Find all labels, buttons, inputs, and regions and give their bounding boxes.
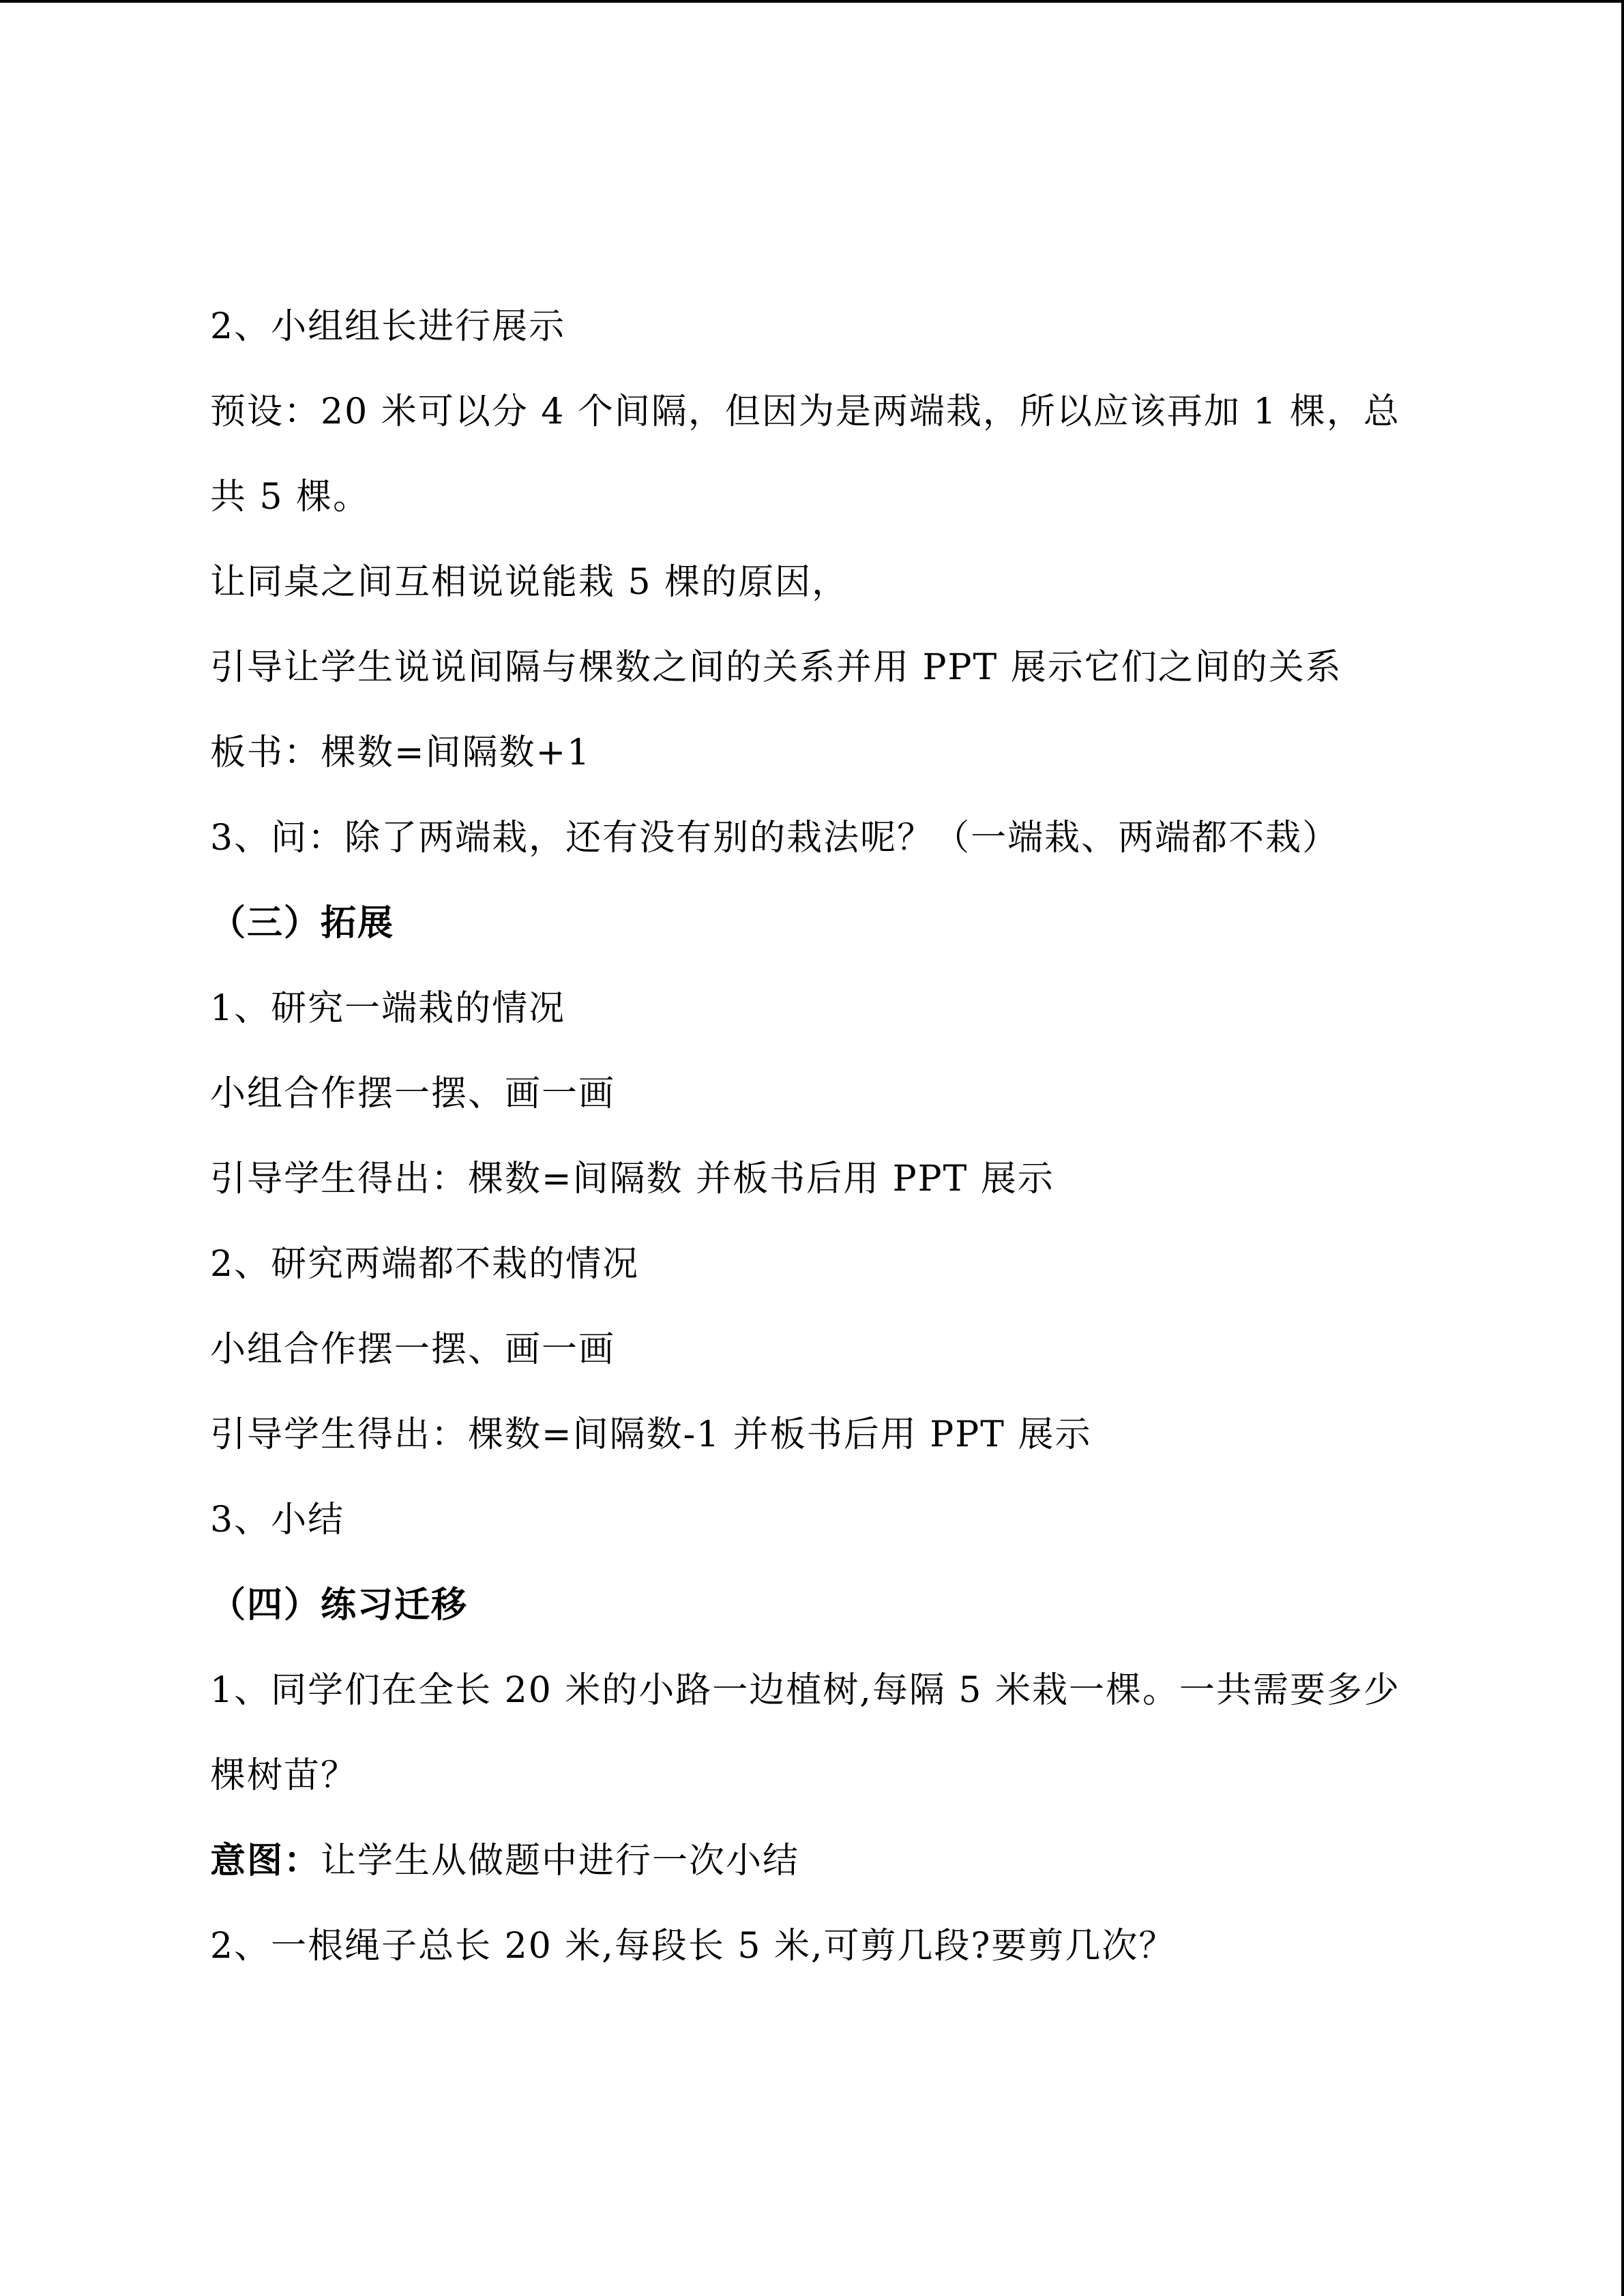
preset-text-line-2: 共 5 棵。 — [210, 477, 370, 518]
practice-question-2: 2、一根绳子总长 20 米,每段长 5 米,可剪几段?要剪几次？ — [210, 1926, 1176, 1967]
step-3-question: 3、问：除了两端栽，还有没有别的栽法呢？（一端栽、两端都不栽） — [210, 818, 1340, 859]
intent-line — [210, 1839, 799, 1883]
guide-formula-one-end: 引导学生得出：棵数=间隔数 并板书后用 PPT 展示 — [210, 1159, 1054, 1199]
intent-label: 意图： — [210, 1840, 321, 1881]
step-2-group-leader-present: 2、小组组长进行展示 — [210, 306, 566, 347]
study-neither-end: 2、研究两端都不栽的情况 — [210, 1244, 640, 1285]
group-work-1: 小组合作摆一摆、画一画 — [210, 1073, 616, 1114]
deskmate-discussion: 让同桌之间互相说说能栽 5 棵的原因， — [210, 562, 849, 603]
guide-relationship: 引导让学生说说间隔与棵数之间的关系并用 PPT 展示它们之间的关系 — [210, 647, 1342, 688]
study-one-end: 1、研究一端栽的情况 — [210, 988, 566, 1029]
preset-text-line-1: 预设：20 米可以分 4 个间隔，但因为是两端栽，所以应该再加 1 棵，总 — [210, 391, 1400, 432]
page-border-right — [1621, 0, 1624, 2296]
summary-item: 3、小结 — [210, 1500, 345, 1540]
intent-text: 让学生从做题中进行一次小结 — [321, 1840, 800, 1881]
practice-question-1-line-1: 1、同学们在全长 20 米的小路一边植树,每隔 5 米栽一棵。一共需要多少 — [210, 1670, 1400, 1711]
section-heading-practice: （四）练习迁移 — [210, 1585, 469, 1626]
page-border-top — [0, 0, 1624, 3]
board-formula-both-ends: 板书：棵数=间隔数+1 — [210, 732, 591, 773]
section-heading-extension: （三）拓展 — [210, 903, 395, 944]
guide-formula-neither-end: 引导学生得出：棵数=间隔数-1 并板书后用 PPT 展示 — [210, 1414, 1092, 1455]
practice-question-1-line-2: 棵树苗？ — [210, 1755, 358, 1796]
group-work-2: 小组合作摆一摆、画一画 — [210, 1329, 616, 1370]
